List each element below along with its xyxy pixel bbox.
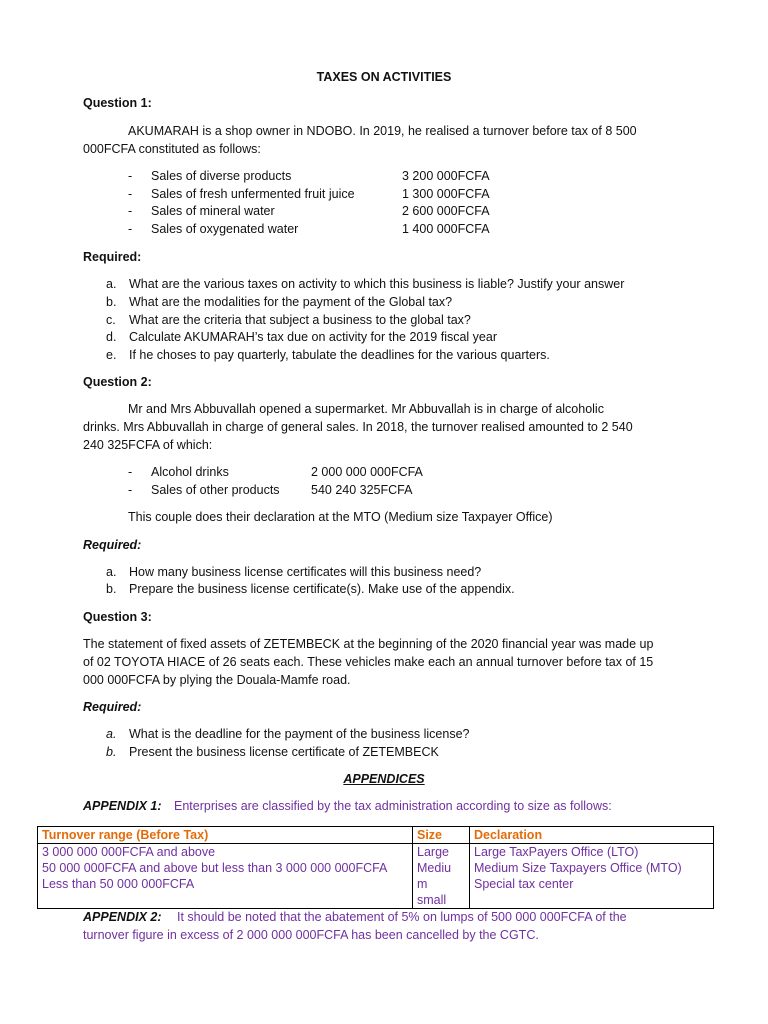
required-item: How many business license certificates will this business need? bbox=[129, 565, 482, 579]
required-item: Calculate AKUMARAH’s tax due on activity for the 2019 fiscal year bbox=[129, 330, 497, 344]
turnover-range-cell bbox=[38, 844, 413, 909]
turnover-range-value: 50 000 000FCFA and above but less than 3 000 000 000FCFA bbox=[42, 861, 388, 875]
question-3-required-heading: Required: bbox=[83, 700, 142, 714]
appendix-1-text: Enterprises are classified by the tax administration according to size as follows: bbox=[174, 799, 612, 813]
list-marker: a. bbox=[106, 727, 117, 741]
question-1-heading: Question 1: bbox=[83, 96, 152, 110]
size-value: Large bbox=[417, 845, 449, 859]
column-header-declaration: Declaration bbox=[470, 827, 714, 844]
appendix-2-line-2: turnover figure in excess of 2 000 000 000FCFA has been cancelled by the CGTC. bbox=[83, 928, 539, 942]
question-3-intro-line-1: The statement of fixed assets of ZETEMBECK at the beginning of the 2020 financial year was made up bbox=[83, 637, 654, 651]
sales-item-label: Sales of mineral water bbox=[151, 204, 275, 218]
question-1-intro-line-2: 000FCFA constituted as follows: bbox=[83, 142, 261, 156]
list-bullet: - bbox=[128, 187, 133, 201]
question-3-intro-line-2: of 02 TOYOTA HIACE of 26 seats each. These vehicles make each an annual turnover before tax of 15 bbox=[83, 655, 654, 669]
size-classification-table bbox=[37, 826, 714, 909]
list-marker: e. bbox=[106, 348, 117, 362]
sales-item-value: 1 400 000FCFA bbox=[402, 222, 490, 236]
question-2-note: This couple does their declaration at the MTO (Medium size Taxpayer Office) bbox=[128, 510, 553, 524]
question-3-intro-line-3: 000 000FCFA by plying the Douala-Mamfe road. bbox=[83, 673, 351, 687]
list-marker: d. bbox=[106, 330, 117, 344]
sales-item-value: 2 600 000FCFA bbox=[402, 204, 490, 218]
sales-item-value: 1 300 000FCFA bbox=[402, 187, 490, 201]
required-item: Present the business license certificate of ZETEMBECK bbox=[129, 745, 439, 759]
list-bullet: - bbox=[128, 204, 133, 218]
list-marker: a. bbox=[106, 565, 117, 579]
declaration-value: Large TaxPayers Office (LTO) bbox=[474, 845, 639, 859]
question-3-heading: Question 3: bbox=[83, 610, 152, 624]
question-2-intro-line-1: Mr and Mrs Abbuvallah opened a supermarket. Mr Abbuvallah is in charge of alcoholic bbox=[128, 402, 604, 416]
column-header-size: Size bbox=[413, 827, 470, 844]
question-2-intro-line-3: 240 325FCFA of which: bbox=[83, 438, 213, 452]
turnover-range-value: Less than 50 000 000FCFA bbox=[42, 877, 195, 891]
required-item: What are the modalities for the payment of the Global tax? bbox=[129, 295, 453, 309]
column-header-turnover-range: Turnover range (Before Tax) bbox=[38, 827, 413, 844]
appendices-heading: APPENDICES bbox=[343, 772, 425, 786]
question-2-heading: Question 2: bbox=[83, 375, 152, 389]
list-bullet: - bbox=[128, 169, 133, 183]
size-cell bbox=[413, 844, 470, 909]
list-bullet: - bbox=[128, 222, 133, 236]
appendix-1-label: APPENDIX 1: bbox=[83, 799, 162, 813]
list-bullet: - bbox=[128, 465, 133, 479]
question-1-intro-line-1: AKUMARAH is a shop owner in NDOBO. In 2019, he realised a turnover before tax of 8 500 bbox=[128, 124, 637, 138]
turnover-range-value: 3 000 000 000FCFA and above bbox=[42, 845, 216, 859]
sales-item-label: Sales of other products bbox=[151, 483, 280, 497]
sales-item-value: 3 200 000FCFA bbox=[402, 169, 490, 183]
required-item: Prepare the business license certificate(s). Make use of the appendix. bbox=[129, 582, 515, 596]
table-row bbox=[38, 844, 714, 909]
required-item: What are the various taxes on activity to which this business is liable? Justify your answer bbox=[129, 277, 625, 291]
size-value: small bbox=[417, 893, 447, 907]
sales-item-label: Sales of oxygenated water bbox=[151, 222, 299, 236]
sales-item-value: 540 240 325FCFA bbox=[311, 483, 413, 497]
sales-item-label: Sales of fresh unfermented fruit juice bbox=[151, 187, 355, 201]
question-2-required-heading: Required: bbox=[83, 538, 142, 552]
sales-item-label: Sales of diverse products bbox=[151, 169, 292, 183]
required-item: What is the deadline for the payment of the business license? bbox=[129, 727, 470, 741]
declaration-value: Special tax center bbox=[474, 877, 574, 891]
list-marker: a. bbox=[106, 277, 117, 291]
list-marker: b. bbox=[106, 295, 117, 309]
required-item: If he choses to pay quarterly, tabulate the deadlines for the various quarters. bbox=[129, 348, 550, 362]
size-value: m bbox=[417, 877, 428, 891]
list-marker: b. bbox=[106, 582, 117, 596]
appendix-2-line-1: It should be noted that the abatement of 5% on lumps of 500 000 000FCFA of the bbox=[177, 910, 627, 924]
document-title: TAXES ON ACTIVITIES bbox=[316, 70, 452, 84]
list-bullet: - bbox=[128, 483, 133, 497]
question-2-intro-line-2: drinks. Mrs Abbuvallah in charge of general sales. In 2018, the turnover realised amounted to 2 540 bbox=[83, 420, 633, 434]
list-marker: c. bbox=[106, 313, 116, 327]
appendix-2-label: APPENDIX 2: bbox=[83, 910, 162, 924]
sales-item-value: 2 000 000 000FCFA bbox=[311, 465, 423, 479]
table-header-row bbox=[38, 827, 714, 844]
required-item: What are the criteria that subject a business to the global tax? bbox=[129, 313, 471, 327]
sales-item-label: Alcohol drinks bbox=[151, 465, 229, 479]
declaration-cell bbox=[470, 844, 714, 909]
list-marker: b. bbox=[106, 745, 117, 759]
size-value: Mediu bbox=[417, 861, 452, 875]
question-1-required-heading: Required: bbox=[83, 250, 142, 264]
declaration-value: Medium Size Taxpayers Office (MTO) bbox=[474, 861, 682, 875]
